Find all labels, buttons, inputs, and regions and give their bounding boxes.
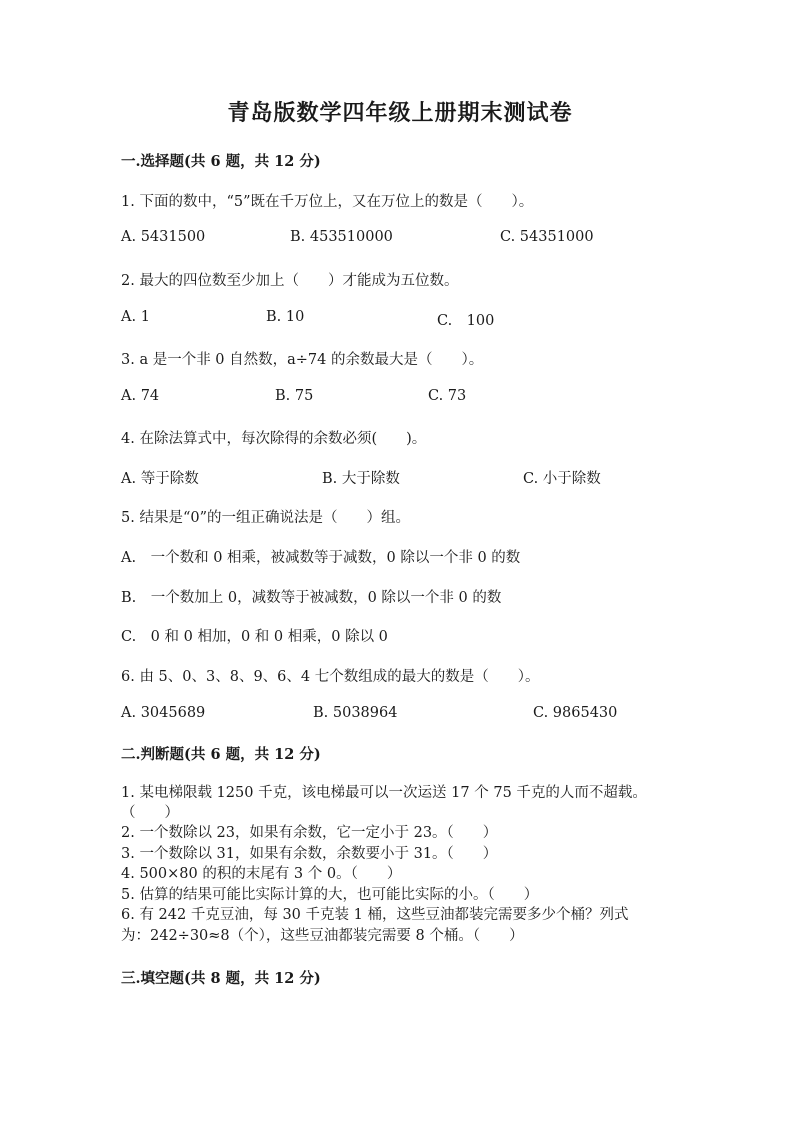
option-b: B. 一个数加上 0，减数等于被减数，0 除以一个非 0 的数 bbox=[121, 590, 502, 606]
option-b: B. 5038964 bbox=[313, 705, 398, 721]
judgment-line: 3. 一个数除以 31，如果有余数，余数要小于 31。（ ） bbox=[121, 846, 498, 862]
judgment-line: 为：242÷30≈8（个），这些豆油都装完需要 8 个桶。（ ） bbox=[121, 928, 524, 944]
section-heading-judgment: 二.判断题(共 6 题，共 12 分) bbox=[121, 746, 321, 763]
option-a: A. 5431500 bbox=[121, 229, 206, 245]
judgment-line: （ ） bbox=[121, 805, 179, 821]
option-a: A. 一个数和 0 相乘，被减数等于减数，0 除以一个非 0 的数 bbox=[121, 550, 521, 566]
judgment-line: 6. 有 242 千克豆油，每 30 千克装 1 桶，这些豆油都装完需要多少个桶？列式 bbox=[121, 907, 629, 923]
judgment-line: 4. 500×80 的积的末尾有 3 个 0。（ ） bbox=[121, 866, 402, 882]
option-a: A. 3045689 bbox=[121, 705, 206, 721]
option-a: A. 1 bbox=[121, 309, 150, 325]
option-c: C. 54351000 bbox=[500, 229, 594, 245]
option-a: A. 等于除数 bbox=[121, 471, 199, 487]
option-c: C. 小于除数 bbox=[523, 471, 601, 487]
option-b: B. 75 bbox=[275, 388, 314, 404]
option-c: C. 9865430 bbox=[533, 705, 618, 721]
option-c: C. 73 bbox=[428, 388, 467, 404]
judgment-line: 2. 一个数除以 23，如果有余数，它一定小于 23。（ ） bbox=[121, 825, 498, 841]
question-stem: 3. a 是一个非 0 自然数，a÷74 的余数最大是（ ）。 bbox=[121, 352, 484, 368]
section-heading-choice: 一.选择题(共 6 题，共 12 分) bbox=[121, 153, 321, 170]
option-c: C. 100 bbox=[437, 313, 495, 329]
question-stem: 2. 最大的四位数至少加上（ ）才能成为五位数。 bbox=[121, 273, 459, 289]
question-stem: 1. 下面的数中，“5”既在千万位上，又在万位上的数是（ ）。 bbox=[121, 194, 534, 210]
option-b: B. 大于除数 bbox=[322, 471, 400, 487]
page-title: 青岛版数学四年级上册期末测试卷 bbox=[227, 100, 573, 126]
judgment-line: 5. 估算的结果可能比实际计算的大，也可能比实际的小。（ ） bbox=[121, 887, 539, 903]
option-b: B. 10 bbox=[266, 309, 305, 325]
option-c: C. 0 和 0 相加，0 和 0 相乘，0 除以 0 bbox=[121, 629, 388, 645]
judgment-line: 1. 某电梯限载 1250 千克，该电梯最可以一次运送 17 个 75 千克的人而不超载。 bbox=[121, 785, 647, 801]
question-stem: 5. 结果是“0”的一组正确说法是（ ）组。 bbox=[121, 510, 410, 526]
question-stem: 4. 在除法算式中，每次除得的余数必须( )。 bbox=[121, 431, 427, 447]
section-heading-fill: 三.填空题(共 8 题，共 12 分) bbox=[121, 970, 321, 987]
option-a: A. 74 bbox=[121, 388, 160, 404]
question-stem: 6. 由 5、0、3、8、9、6、4 七个数组成的最大的数是（ ）。 bbox=[121, 669, 540, 685]
option-b: B. 453510000 bbox=[290, 229, 393, 245]
